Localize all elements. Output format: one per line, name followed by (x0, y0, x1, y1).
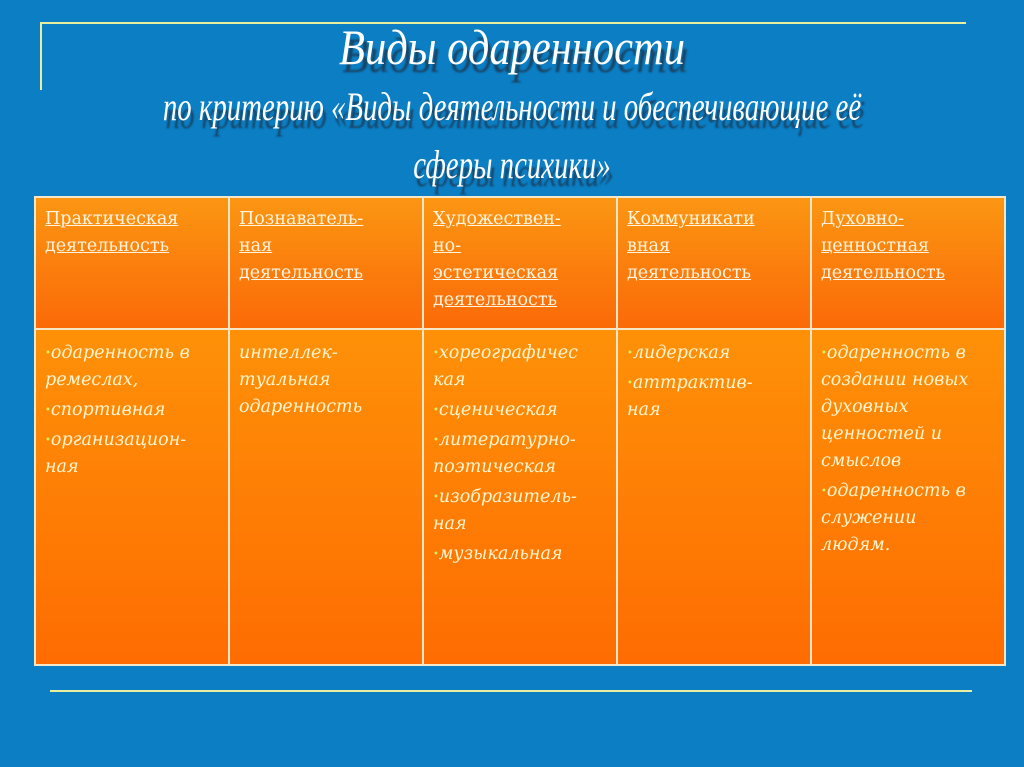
body-cell (35, 329, 229, 665)
table-header-row (35, 197, 1005, 329)
header-cell (35, 197, 229, 329)
left-decor-line (40, 22, 42, 90)
bullet-icon: • (433, 435, 439, 446)
list-item-text: спортивная (50, 400, 166, 420)
header-artistic: Художествен- но- эстетическая деятельность (433, 209, 561, 310)
list-item (433, 397, 608, 424)
list-item (627, 340, 802, 367)
bullet-icon: • (45, 348, 51, 359)
header-cell (229, 197, 423, 329)
header-cell (617, 197, 811, 329)
list-item-text: лидерская (632, 343, 731, 363)
slide-subtitle: по критерию «Виды деятельности и обеспечивающие её сферы психики» (162, 84, 862, 187)
table-body-row (35, 329, 1005, 665)
body-cell (423, 329, 617, 665)
header-cell (811, 197, 1005, 329)
header-cell (423, 197, 617, 329)
header-communicative: Коммуникати вная деятельность (627, 209, 755, 283)
list-item-text: литературно- поэтическая (433, 430, 576, 477)
list-item-text: одаренность в служении людям. (821, 481, 966, 555)
list-item (45, 427, 220, 481)
list-item (821, 340, 996, 475)
list-item-text: одаренность в создании новых духовных ценностей и смыслов (821, 343, 969, 471)
header-spiritual: Духовно- ценностная деятельность (821, 209, 946, 283)
body-cell (229, 329, 423, 665)
list-item (239, 340, 414, 421)
list-item-text: хореографичес кая (433, 343, 578, 390)
giftedness-table (34, 196, 1006, 666)
bullet-icon: • (433, 549, 439, 560)
bullet-icon: • (821, 348, 827, 359)
list-item-text: музыкальная (438, 544, 563, 564)
body-cell (811, 329, 1005, 665)
header-cognitive: Познаватель- ная деятельность (239, 209, 364, 283)
bottom-decor-line (50, 690, 972, 692)
list-item (433, 484, 608, 538)
list-item (433, 427, 608, 481)
list-item-text: организацион- ная (45, 430, 187, 477)
list-item-text: одаренность в ремеслах, (45, 343, 190, 390)
list-item (433, 541, 608, 568)
bullet-icon: • (433, 405, 439, 416)
list-item (821, 478, 996, 559)
list-item (627, 370, 802, 424)
body-cell (617, 329, 811, 665)
list-item (45, 397, 220, 424)
bullet-icon: • (433, 492, 439, 503)
list-item-text: аттрактив- ная (627, 373, 753, 420)
list-item-text: изобразитель- ная (433, 487, 577, 534)
list-item-text: сценическая (438, 400, 558, 420)
bullet-icon: • (627, 348, 633, 359)
bullet-icon: • (821, 486, 827, 497)
bullet-icon: • (627, 378, 633, 389)
bullet-icon: • (45, 405, 51, 416)
header-practical: Практическая деятельность (45, 209, 179, 256)
bullet-icon: • (433, 348, 439, 359)
bullet-icon: • (45, 435, 51, 446)
slide-title: Виды одаренности (339, 19, 685, 75)
list-item (433, 340, 608, 394)
list-item (45, 340, 220, 394)
list-item-text: интеллек- туальная одаренность (239, 343, 363, 417)
